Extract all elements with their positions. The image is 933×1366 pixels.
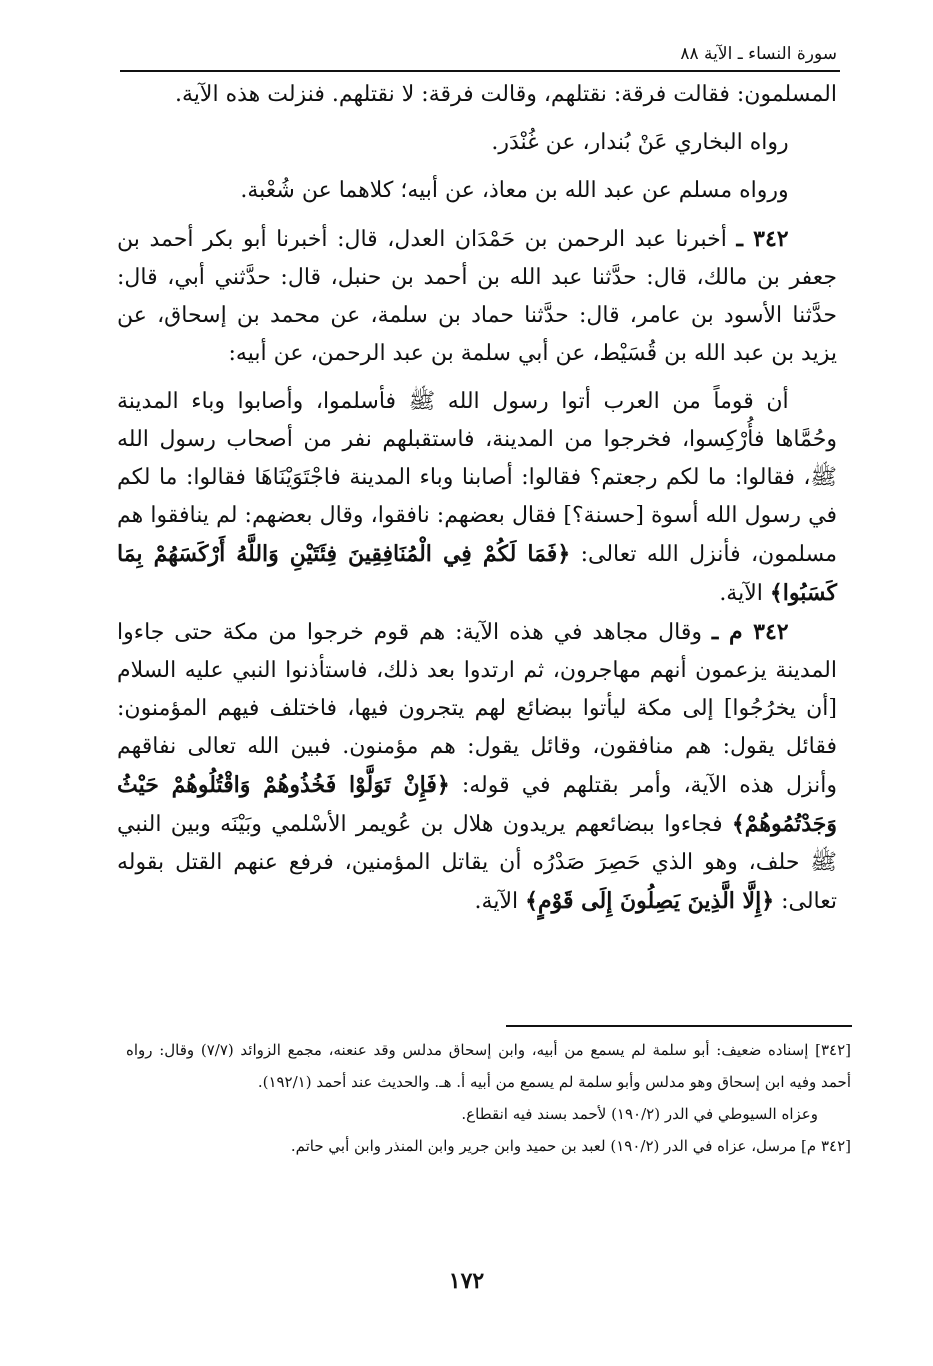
header-rule [120,70,840,72]
footnote-342m: [٣٤٢ م] مرسل، عزاه في الدر (١٩٠/٢) لعبد بن حميد وابن جرير وابن المنذر وابن أبي حاتم. [290,1137,851,1155]
hadith-342-isnad [117,220,837,373]
footnotes [126,1034,851,1162]
mujahid-text: وقال مجاهد في هذه الآية: هم قوم خرجوا من مكة حتى جاءوا المدينة يزعمون أنهم مهاجرون، ثم ارتدوا بعد ذلك، فاستأذنوا النبي عليه السلام [أن يخرُجُوا] إلى مكة ليأتوا ببضائع لهم يتجرون فيها، فاختلف فيهم المؤمنون: فقائل يقول: هم منافقون، وقائل يقول: هم مؤمنون. فبين الله تعالى نفاقهم وأنزل هذه الآية، وأمر بقتلهم في قوله: [117,620,837,798]
main-text [117,76,837,921]
paragraph-bukhari-narration: رواه البخاري عَنْ بُندار، عن غُنْدَر. [491,130,789,155]
hadith-number: ٣٤٢ ـ [736,226,789,252]
footnote-suyuti: وعزاه السيوطي في الدر (١٩٠/٢) لأحمد بسند فيه انقطاع. [461,1105,818,1123]
hadith-342m [117,613,837,921]
footnote-rule [506,1025,852,1027]
paragraph-muslim-narration: ورواه مسلم عن عبد الله بن معاذ، عن أبيه؛ كلاهما عن شُعْبة. [240,178,789,203]
mujahid-text-end: الآية. [474,889,526,914]
hadith-342-matn [117,383,837,613]
paragraph-muslims-split: المسلمون: فقالت فرقة: نقتلهم، وقالت فرقة: لا نقتلهم. فنزلت هذه الآية. [175,82,837,107]
page-number: ١٧٢ [448,1268,485,1294]
quran-verse: ﴿فَإِنْ تَوَلَّوْا فَخُذُوهُمْ وَاقْتُلُوهُمْ حَيْثُ وَجَدْتُمُوهُمْ﴾ [117,772,837,837]
footnote-342: [٣٤٢] إسناده ضعيف: أبو سلمة لم يسمع من أبيه، وابن إسحاق مدلس وقد عنعنه، مجمع الزوائد (٧/٧) وقال: رواه أحمد وفيه ابن إسحاق وهو مدلس وأبو سلمة لم يسمع من أبيه أ. هـ. والحديث عند أحمد (١٩٢/١). [126,1041,851,1091]
quran-verse: ﴿فَمَا لَكُمْ فِي الْمُنَافِقِينَ فِئَتَيْنِ وَاللَّهُ أَرْكَسَهُمْ بِمَا كَسَبُوا﴾ [117,541,837,606]
hadith-number: ٣٤٢ م ـ [711,619,789,645]
running-header: سورة النساء ـ الآية ٨٨ [680,44,837,64]
matn-text-end: الآية. [719,581,770,606]
matn-text: أن قوماً من العرب أتوا رسول الله ﷺ فأسلموا، وأصابوا وباء المدينة وحُمَّاها فأُرْكِسوا، فخرجوا من المدينة، فاستقبلهم نفر من أصحاب رسول الله ﷺ، فقالوا: ما لكم رجعتم؟ فقالوا: أصابنا وباء المدينة فاجْتَوَيْنَاهَا فقالوا: ما لكم في رسول الله أسوة [حسنة؟] فقال بعضهم: نافقوا، وقال بعضهم: لم ينافقوا هم مسلمون، فأنزل الله تعالى: [117,389,837,567]
quran-verse: ﴿إِلَّا الَّذِينَ يَصِلُونَ إِلَى قَوْمٍ﴾ [525,888,775,914]
isnad-text: أخبرنا عبد الرحمن بن حَمْدَان العدل، قال: أخبرنا أبو بكر أحمد بن جعفر بن مالك، قال: حدَّثنا عبد الله بن أحمد بن حنبل، قال: حدَّثني أبي، قال: حدَّثنا الأسود بن عامر، قال: حدَّثنا حماد بن سلمة، عن محمد بن إسحاق، عن يزيد بن عبد الله بن قُسَيْط، عن أبي سلمة بن عبد الرحمن، عن أبيه: [117,227,837,366]
mujahid-text-middle: فجاءوا ببضائعهم يريدون هلال بن عُويمر الأسْلمي وبَيْنَه وبين النبي ﷺ حلف، وهو الذي حَصِرَ صَدْرُه أن يقاتل المؤمنين، فرفع عنهم القتل بقوله تعالى: [117,812,837,914]
